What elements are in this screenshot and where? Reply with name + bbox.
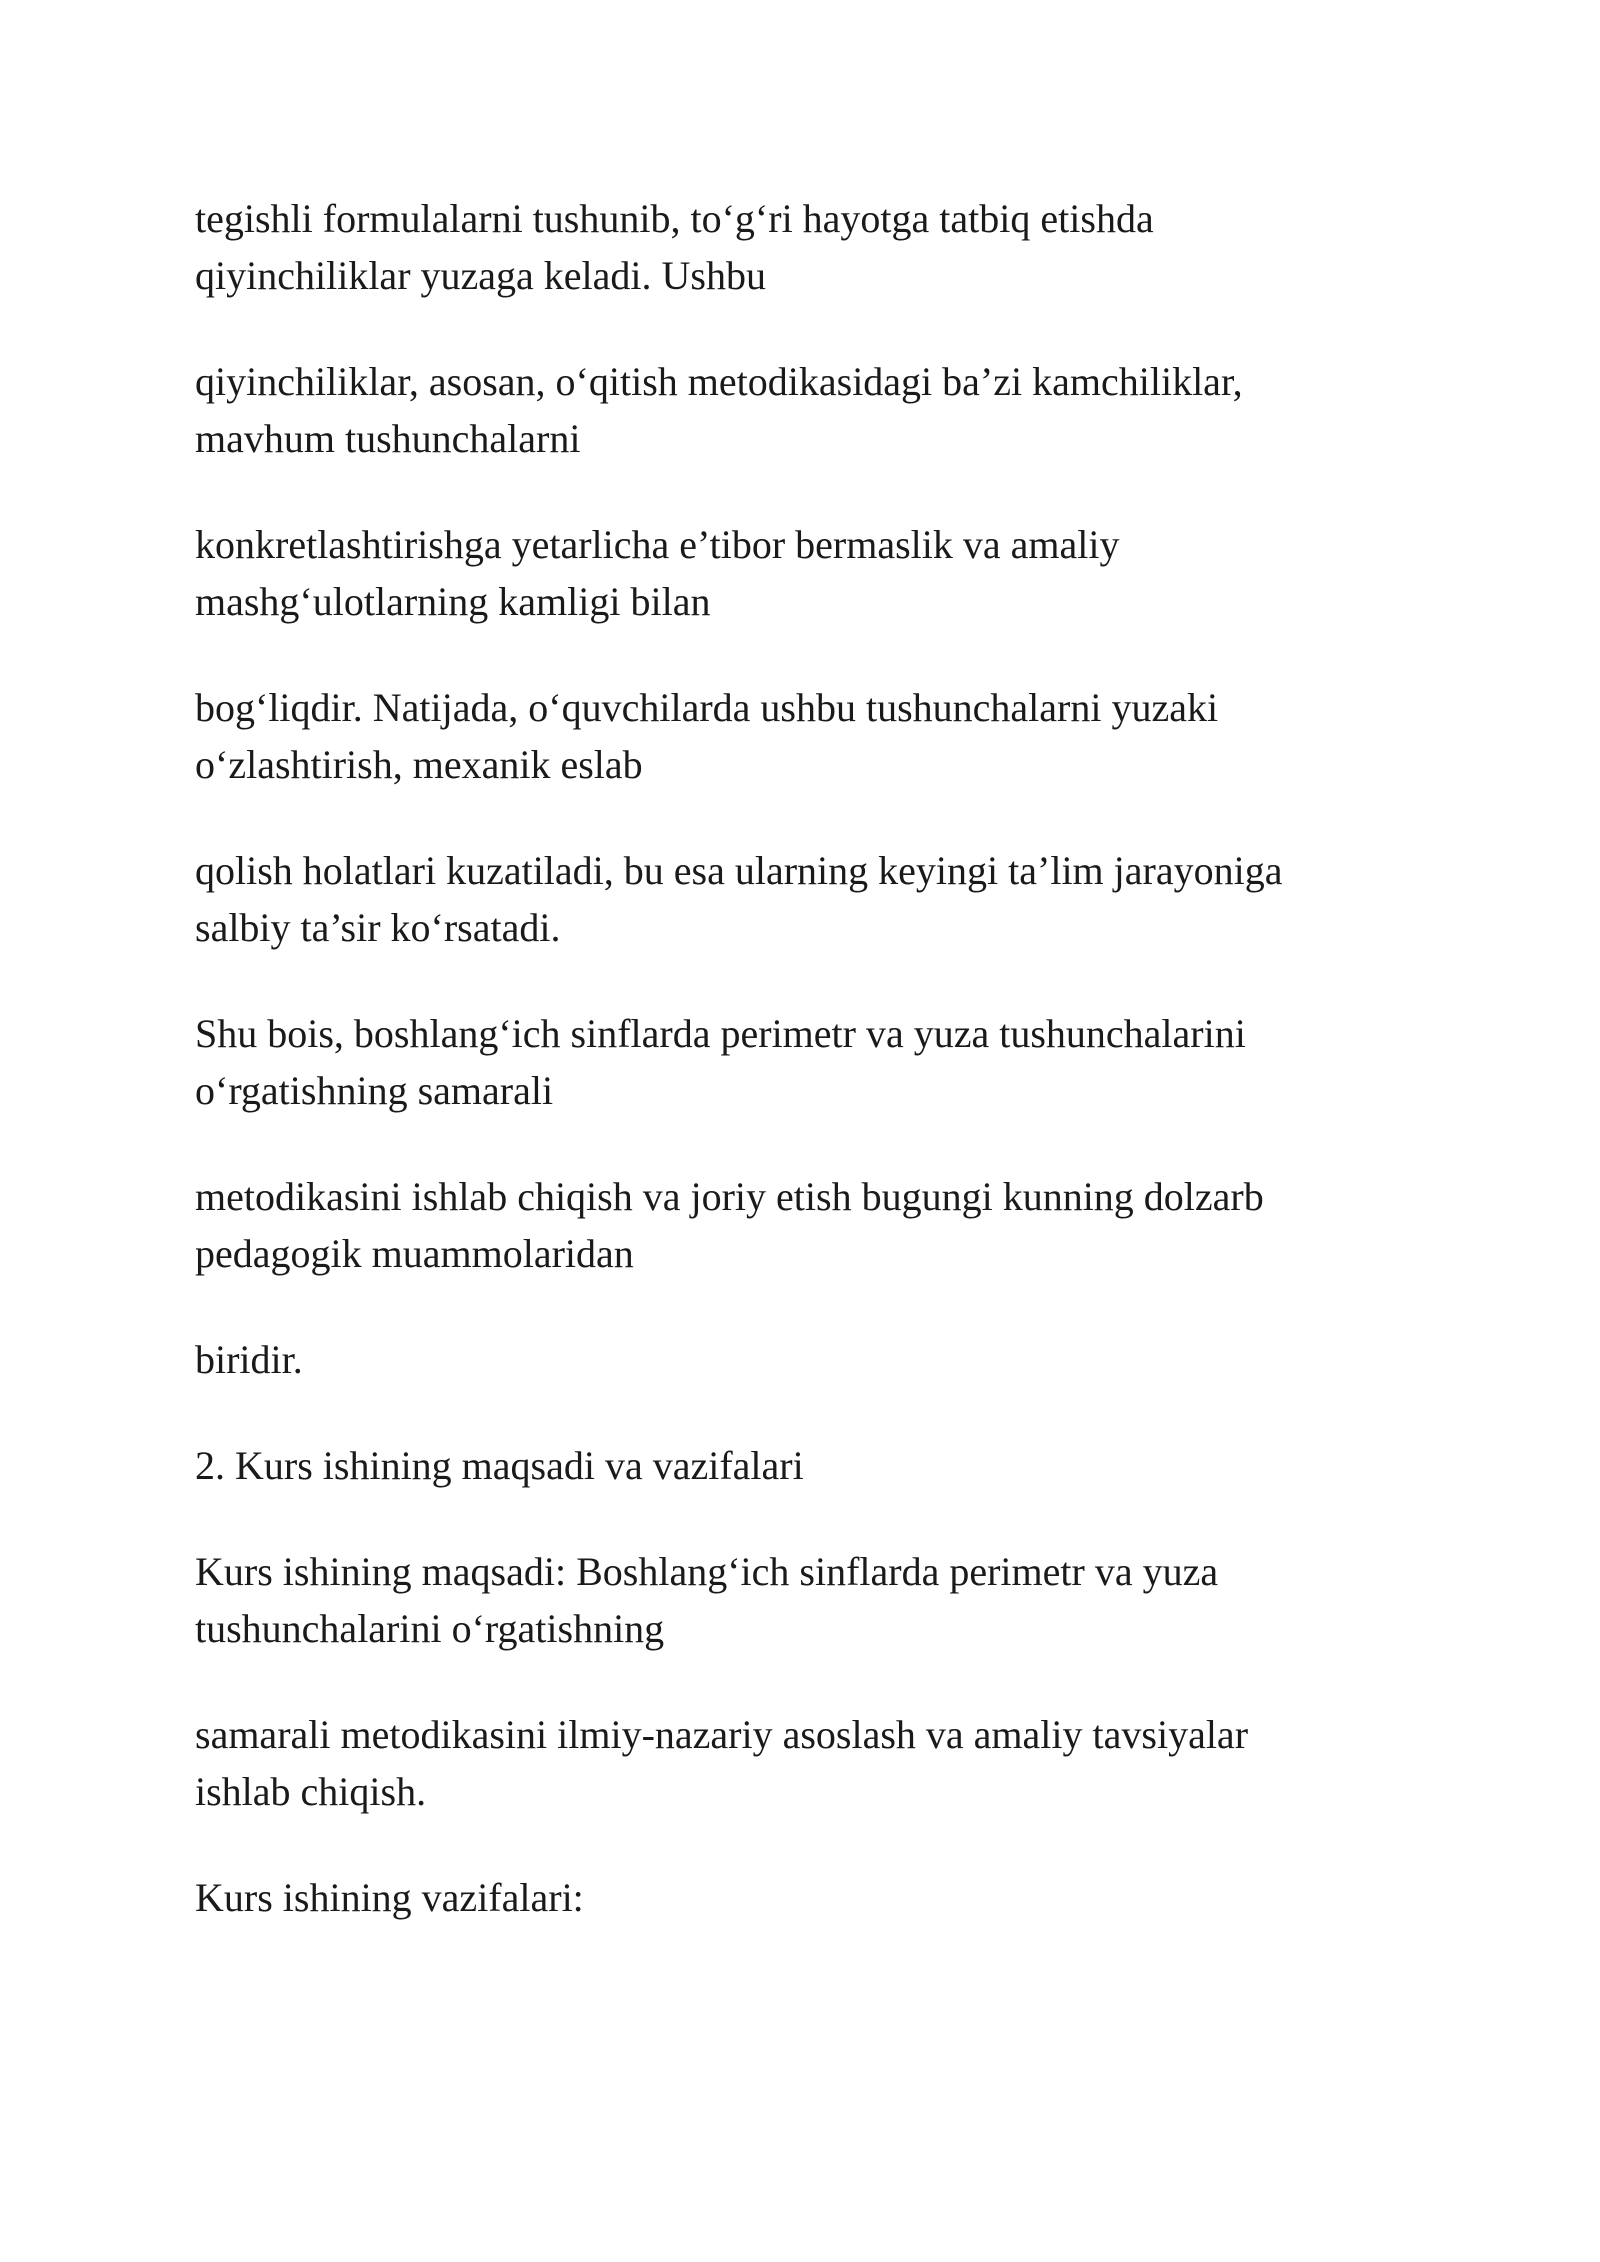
section-heading xyxy=(195,1437,1425,1494)
text-line: qiyinchiliklar yuzaga keladi. Ushbu xyxy=(195,253,766,298)
text-line: tegishli formulalarni tushunib, to‘g‘ri hayotga tatbiq etishda xyxy=(195,196,1154,241)
text-line: tushunchalarini o‘rgatishning xyxy=(195,1606,665,1651)
text-line: samarali metodikasini ilmiy-nazariy asoslash va amaliy tavsiyalar xyxy=(195,1712,1249,1757)
text-line: pedagogik muammolaridan xyxy=(195,1231,634,1276)
text-line: salbiy ta’sir ko‘rsatadi. xyxy=(195,905,561,950)
text-line: mashg‘ulotlarning kamligi bilan xyxy=(195,579,711,624)
paragraph-5 xyxy=(195,842,1425,956)
text-line: biridir. xyxy=(195,1337,303,1382)
text-line: 2. Kurs ishining maqsadi va vazifalari xyxy=(195,1443,804,1488)
paragraph-8 xyxy=(195,1331,1425,1388)
paragraph-7 xyxy=(195,1168,1425,1282)
paragraph-4 xyxy=(195,679,1425,793)
paragraph-1 xyxy=(195,190,1425,304)
text-line: ishlab chiqish. xyxy=(195,1769,427,1814)
text-line: konkretlashtirishga yetarlicha e’tibor bermaslik va amaliy xyxy=(195,522,1120,567)
document-body xyxy=(195,190,1425,1975)
paragraph-goal-cont xyxy=(195,1706,1425,1820)
text-line: metodikasini ishlab chiqish va joriy etish bugungi kunning dolzarb xyxy=(195,1174,1264,1219)
text-line: qiyinchiliklar, asosan, o‘qitish metodikasidagi ba’zi kamchiliklar, xyxy=(195,359,1243,404)
paragraph-goal xyxy=(195,1543,1425,1657)
text-line: Kurs ishining vazifalari: xyxy=(195,1875,584,1920)
paragraph-2 xyxy=(195,353,1425,467)
text-line: qolish holatlari kuzatiladi, bu esa ularning keyingi ta’lim jarayoniga xyxy=(195,848,1283,893)
text-line: o‘rgatishning samarali xyxy=(195,1068,554,1113)
text-line: Shu bois, boshlang‘ich sinflarda perimetr va yuza tushunchalarini xyxy=(195,1011,1246,1056)
text-line: mavhum tushunchalarni xyxy=(195,416,581,461)
paragraph-3 xyxy=(195,516,1425,630)
paragraph-tasks xyxy=(195,1869,1425,1926)
text-line: o‘zlashtirish, mexanik eslab xyxy=(195,742,643,787)
text-line: Kurs ishining maqsadi: Boshlang‘ich sinflarda perimetr va yuza xyxy=(195,1549,1219,1594)
paragraph-6 xyxy=(195,1005,1425,1119)
text-line: bog‘liqdir. Natijada, o‘quvchilarda ushbu tushunchalarni yuzaki xyxy=(195,685,1219,730)
